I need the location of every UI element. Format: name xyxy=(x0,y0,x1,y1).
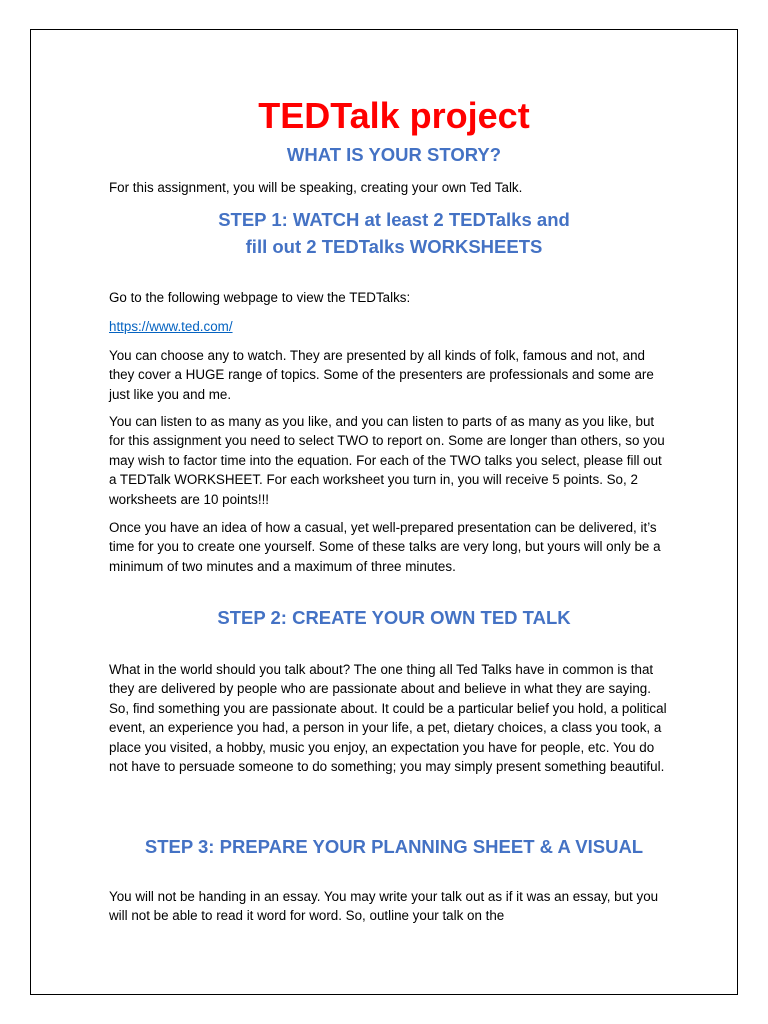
step1-heading-line1: STEP 1: WATCH at least 2 TEDTalks and xyxy=(218,209,570,230)
step2-heading: STEP 2: CREATE YOUR OWN TED TALK xyxy=(217,607,571,628)
ted-link-line xyxy=(109,317,669,336)
step3-heading: STEP 3: PREPARE YOUR PLANNING SHEET & A VISUAL xyxy=(144,836,644,857)
step1-heading-line2: fill out 2 TEDTalks WORKSHEETS xyxy=(245,236,543,257)
document-page xyxy=(30,29,738,995)
paragraph-choose: You can choose any to watch. They are presented by all kinds of folk, famous and not, and they cover a HUGE range of topics. Some of the presenters are professionals and some are just like you and me. xyxy=(109,348,654,402)
paragraph-topic: What in the world should you talk about? The one thing all Ted Talks have in common is that they are delivered by people who are passionate about and believe in what they are saying. So, find something you are passionate about. It could be a particular belief you hold, a political event, an experience you had, a person in your life, a pet, dietary choices, a class you took, a place you visited, a hobby, music you enjoy, an expectation you have for people, etc. You do not have to persuade someone to do something; you may simply present something beautiful. xyxy=(109,662,667,775)
paragraph-listen: You can listen to as many as you like, and you can listen to parts of as many as you like, but for this assignment you need to select TWO to report on. Some are longer than others, so you may wish to factor time into the equation. For each of the TWO talks you select, please fill out a TEDTalk WORKSHEET. For each worksheet you turn in, you will receive 5 points. So, 2 worksheets are 10 points!!! xyxy=(109,414,665,507)
intro-paragraph: For this assignment, you will be speaking, creating your own Ted Talk. xyxy=(109,180,523,195)
document-subtitle: WHAT IS YOUR STORY? xyxy=(286,144,502,165)
goto-paragraph: Go to the following webpage to view the TEDTalks: xyxy=(109,290,411,305)
ted-link[interactable]: https://www.ted.com/ xyxy=(109,319,233,334)
document-title: TEDTalk project xyxy=(258,95,530,136)
paragraph-planning: You will not be handing in an essay. You may write your talk out as if it was an essay, but you will not be able to read it word for word. So, outline your talk on the xyxy=(109,889,659,924)
paragraph-idea: Once you have an idea of how a casual, yet well-prepared presentation can be delivered, it’s time for you to create one yourself. Some of these talks are very long, but yours will only be a minimum of two minutes and a maximum of three minutes. xyxy=(109,520,661,574)
